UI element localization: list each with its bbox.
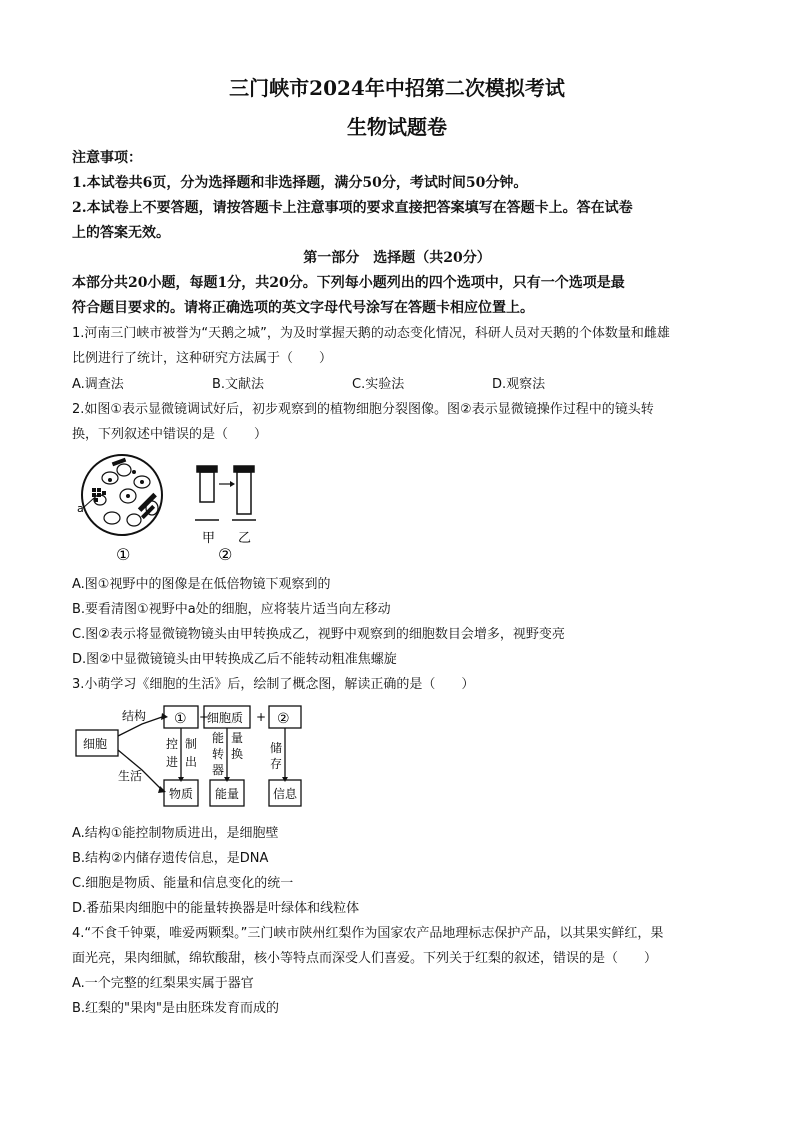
label-control-2: 进 — [166, 755, 179, 769]
label-jia: 甲 — [202, 531, 216, 546]
label-structure-1: ① — [174, 711, 187, 727]
q2-microscope-figure — [72, 440, 272, 568]
label-info: 信息 — [273, 787, 298, 801]
q1-option-d: D.观察法 — [492, 377, 546, 392]
q3-concept-map — [72, 700, 322, 815]
part1-desc-line-2: 符合题目要求的。请将正确选项的英文字母代号涂写在答题卡相应位置上。 — [72, 300, 534, 316]
q1-stem-line-2: 比例进行了统计，这种研究方法属于（ ） — [72, 351, 333, 366]
q2-stem-line-1: 2.如图①表示显微镜调试好后，初步观察到的植物细胞分裂图像。图②表示显微镜操作过程中的镜头转 — [72, 402, 654, 417]
q2-option-a: A.图①视野中的图像是在低倍物镜下观察到的 — [72, 577, 331, 592]
label-control-1: 控 — [166, 737, 179, 751]
label-energy-conv-3: 器 — [212, 763, 225, 777]
q2-stem-line-2: 换，下列叙述中错误的是（ ） — [72, 427, 268, 442]
q4-option-a: A.一个完整的红梨果实属于器官 — [72, 976, 254, 991]
label-energy-conv-4: 量 — [231, 731, 244, 745]
label-plus-2: + — [256, 710, 267, 724]
exam-subtitle: 生物试题卷 — [347, 115, 447, 139]
label-control-3: 制 — [185, 737, 198, 751]
q4-option-b: B.红梨的"果肉"是由胚珠发育而成的 — [72, 1001, 280, 1016]
label-yi: 乙 — [238, 531, 252, 546]
notice-item-2-line-2: 上的答案无效。 — [72, 225, 170, 241]
label-a: a — [77, 502, 84, 515]
q2-option-b: B.要看清图①视野中a处的细胞，应将装片适当向左移动 — [72, 602, 391, 617]
label-energy-conv-5: 换 — [231, 747, 244, 761]
label-store-1: 储 — [270, 741, 283, 755]
objective-lens-yi — [232, 466, 256, 520]
part1-heading: 第一部分 选择题（共20分） — [303, 250, 491, 266]
q2-option-d: D.图②中显微镜镜头由甲转换成乙后不能转动粗准焦螺旋 — [72, 652, 397, 667]
label-plus-1: + — [199, 710, 210, 724]
q4-stem-line-1: 4.“不食千钟粟，唯爱两颗梨。”三门峡市陕州红梨作为国家农产品地理标志保护产品，以其果实鲜红，果 — [72, 926, 664, 941]
label-figure-1: ① — [116, 545, 131, 564]
q1-stem-line-1: 1.河南三门峡市被誉为“天鹅之城”，为及时掌握天鹅的动态变化情况，科研人员对天鹅的个体数量和雌雄 — [72, 326, 670, 341]
q2-option-c: C.图②表示将显微镜物镜头由甲转换成乙，视野中观察到的细胞数目会增多，视野变亮 — [72, 627, 565, 642]
part1-desc-line-1: 本部分共20小题，每题1分，共20分。下列每小题列出的四个选项中，只有一个选项是最 — [72, 275, 625, 291]
q1-option-a: A.调查法 — [72, 377, 124, 392]
q3-option-c: C.细胞是物质、能量和信息变化的统一 — [72, 876, 294, 891]
notice-heading: 注意事项： — [72, 150, 142, 166]
objective-lens-jia — [195, 466, 219, 520]
label-store-2: 存 — [270, 757, 283, 771]
exam-title: 三门峡市2024年中招第二次模拟考试 — [229, 76, 565, 100]
label-cell: 细胞 — [83, 737, 108, 751]
q3-option-a: A.结构①能控制物质进出，是细胞壁 — [72, 826, 279, 841]
notice-item-2-line-1: 2.本试卷上不要答题，请按答题卡上注意事项的要求直接把答案填写在答题卡上。答在试卷 — [72, 200, 633, 216]
label-control-4: 出 — [185, 755, 198, 769]
label-matter: 物质 — [169, 787, 194, 801]
label-life: 生活 — [118, 769, 143, 783]
notice-item-1: 1.本试卷共6页，分为选择题和非选择题，满分50分，考试时间50分钟。 — [72, 175, 528, 191]
q1-option-b: B.文献法 — [212, 377, 265, 392]
q3-option-b: B.结构②内储存遗传信息，是DNA — [72, 851, 269, 866]
q4-stem-line-2: 面光亮，果肉细腻，绵软酸甜，核小等特点而深受人们喜爱。下列关于红梨的叙述，错误的是（ ） — [72, 951, 658, 966]
label-energy: 能量 — [215, 787, 240, 801]
label-cytoplasm: 细胞质 — [207, 711, 244, 725]
label-structure-2: ② — [277, 711, 290, 727]
label-structure: 结构 — [122, 709, 147, 723]
cell-cluster-a — [92, 488, 106, 502]
q3-stem: 3.小萌学习《细胞的生活》后，绘制了概念图，解读正确的是（ ） — [72, 677, 475, 692]
q3-option-d: D.番茄果肉细胞中的能量转换器是叶绿体和线粒体 — [72, 901, 360, 916]
label-figure-2: ② — [218, 545, 233, 564]
q1-option-c: C.实验法 — [352, 377, 405, 392]
label-energy-conv-1: 能 — [212, 731, 225, 745]
label-energy-conv-2: 转 — [212, 747, 225, 761]
